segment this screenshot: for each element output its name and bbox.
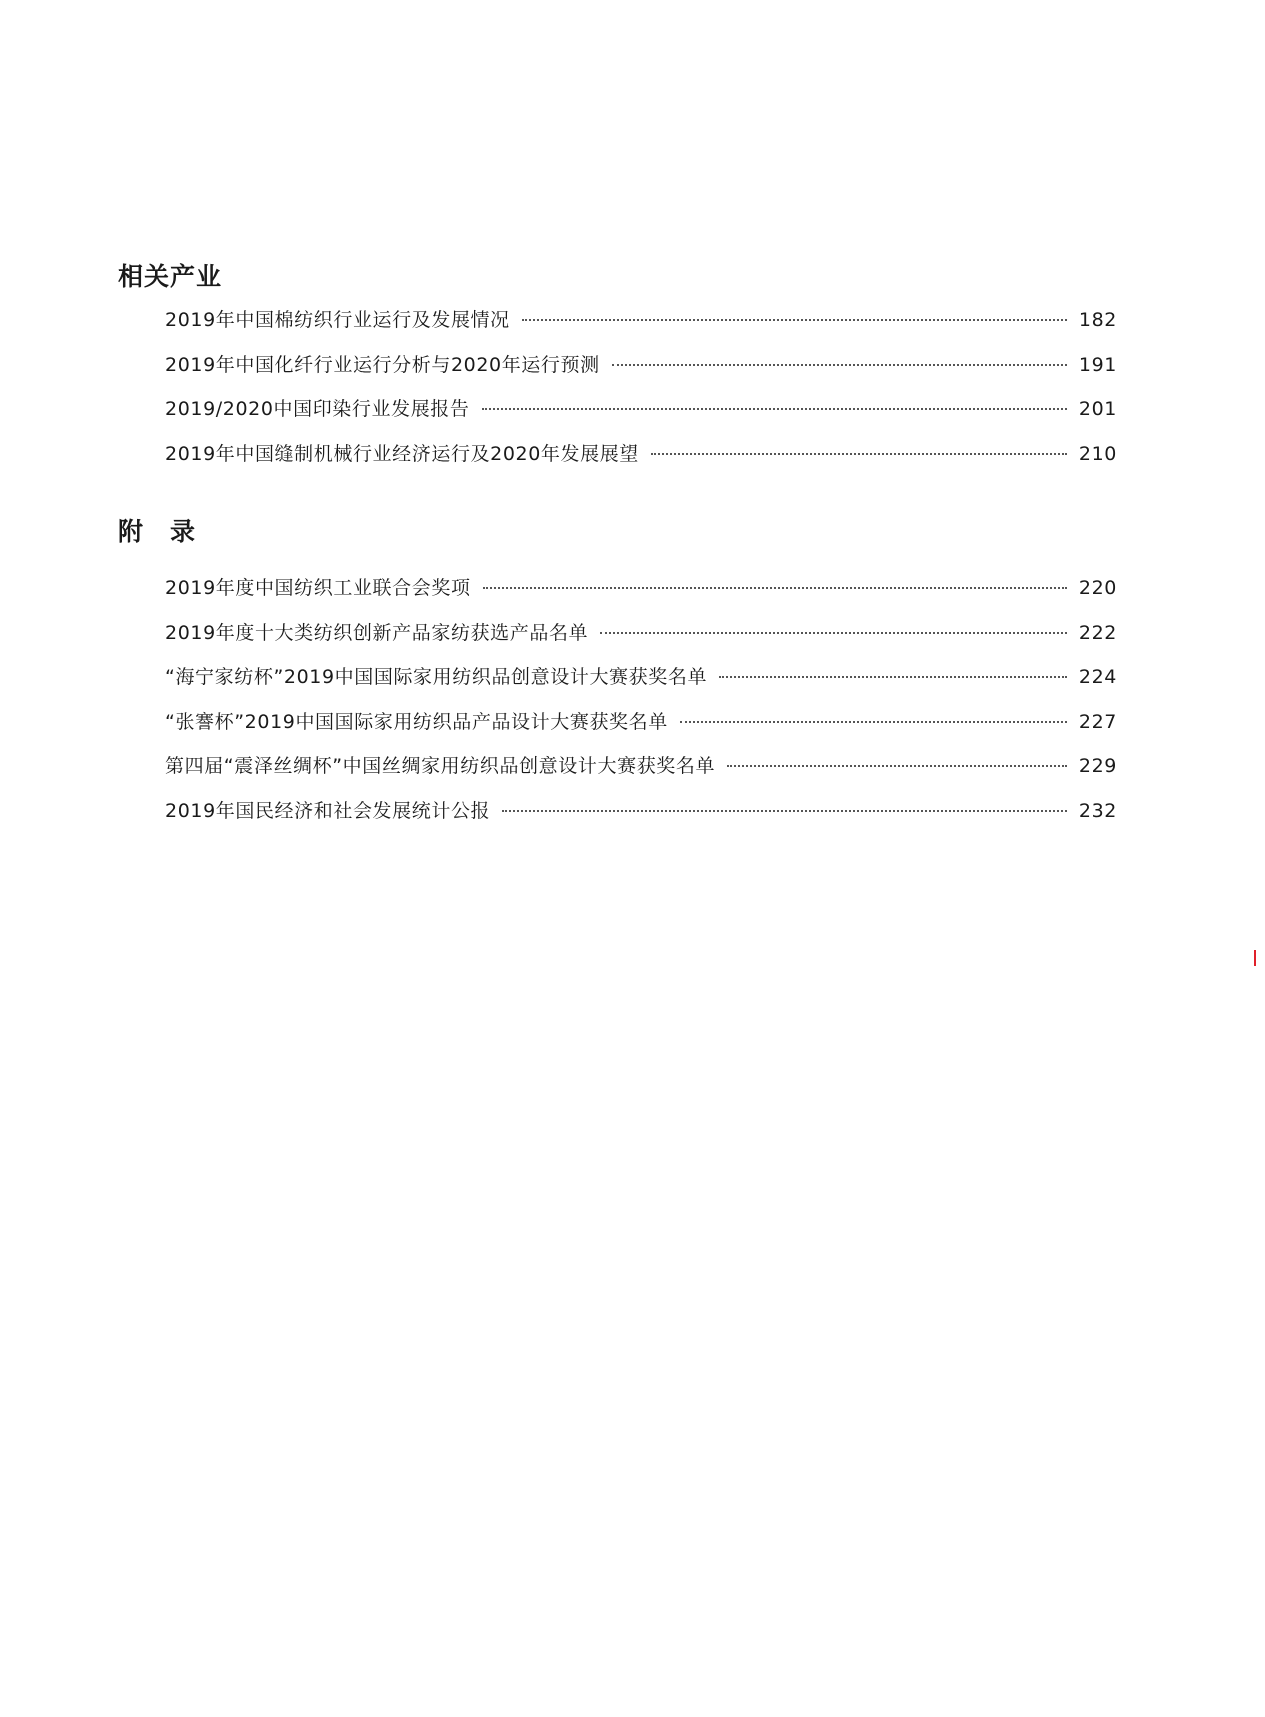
toc-entry-title: 2019年度中国纺织工业联合会奖项: [165, 577, 471, 599]
toc-entry[interactable]: [165, 665, 1117, 710]
section-heading: 相关产业: [118, 262, 223, 291]
dot-leader: [483, 587, 1067, 589]
dot-leader: [522, 319, 1067, 321]
toc-entry[interactable]: [165, 442, 1117, 487]
toc-entry-page: 201: [1078, 398, 1117, 420]
toc-entry-title: “海宁家纺杯”2019中国国际家用纺织品创意设计大赛获奖名单: [165, 666, 708, 688]
toc-entry-title: “张謇杯”2019中国国际家用纺织品产品设计大赛获奖名单: [165, 710, 668, 733]
toc-entry[interactable]: [165, 710, 1117, 755]
toc-entry[interactable]: [165, 308, 1117, 353]
toc-entry-title: 2019年度十大类纺织创新产品家纺获选产品名单: [165, 621, 589, 644]
toc-entry-page: 220: [1078, 577, 1117, 599]
toc-entry[interactable]: [165, 621, 1117, 666]
toc-entry-title: 2019年国民经济和社会发展统计公报: [165, 799, 491, 822]
toc-entry-page: 210: [1078, 442, 1117, 465]
toc-entry-title: 2019年中国化纤行业运行分析与2020年运行预测: [165, 353, 600, 376]
toc-entry[interactable]: [165, 576, 1117, 621]
dot-leader: [612, 364, 1067, 366]
dot-leader: [719, 676, 1067, 678]
toc-entry-title: 2019/2020中国印染行业发展报告: [165, 398, 470, 420]
toc-entry-page: 182: [1078, 309, 1117, 331]
toc-list: [165, 576, 1117, 843]
toc-entry-title: 2019年中国缝制机械行业经济运行及2020年发展展望: [165, 442, 639, 465]
dot-leader: [651, 453, 1067, 455]
dot-leader: [727, 765, 1067, 767]
toc-list: [165, 308, 1117, 486]
toc-entry-page: 229: [1078, 755, 1117, 777]
toc-entry-title: 第四届“震泽丝绸杯”中国丝绸家用纺织品创意设计大赛获奖名单: [165, 755, 716, 777]
toc-entry-page: 232: [1078, 799, 1117, 822]
dot-leader: [502, 810, 1067, 812]
toc-entry-page: 191: [1078, 353, 1117, 376]
dot-leader: [600, 632, 1067, 634]
section-heading: 附 录: [118, 517, 197, 546]
toc-entry-page: 222: [1078, 621, 1117, 644]
toc-entry[interactable]: [165, 754, 1117, 799]
toc-entry-page: 224: [1078, 666, 1117, 688]
toc-entry[interactable]: [165, 799, 1117, 844]
toc-entry-title: 2019年中国棉纺织行业运行及发展情况: [165, 309, 510, 331]
dot-leader: [482, 408, 1067, 410]
edge-marker: [1254, 950, 1256, 966]
toc-entry[interactable]: [165, 353, 1117, 398]
dot-leader: [680, 721, 1067, 723]
toc-entry[interactable]: [165, 397, 1117, 442]
toc-entry-page: 227: [1078, 710, 1117, 733]
